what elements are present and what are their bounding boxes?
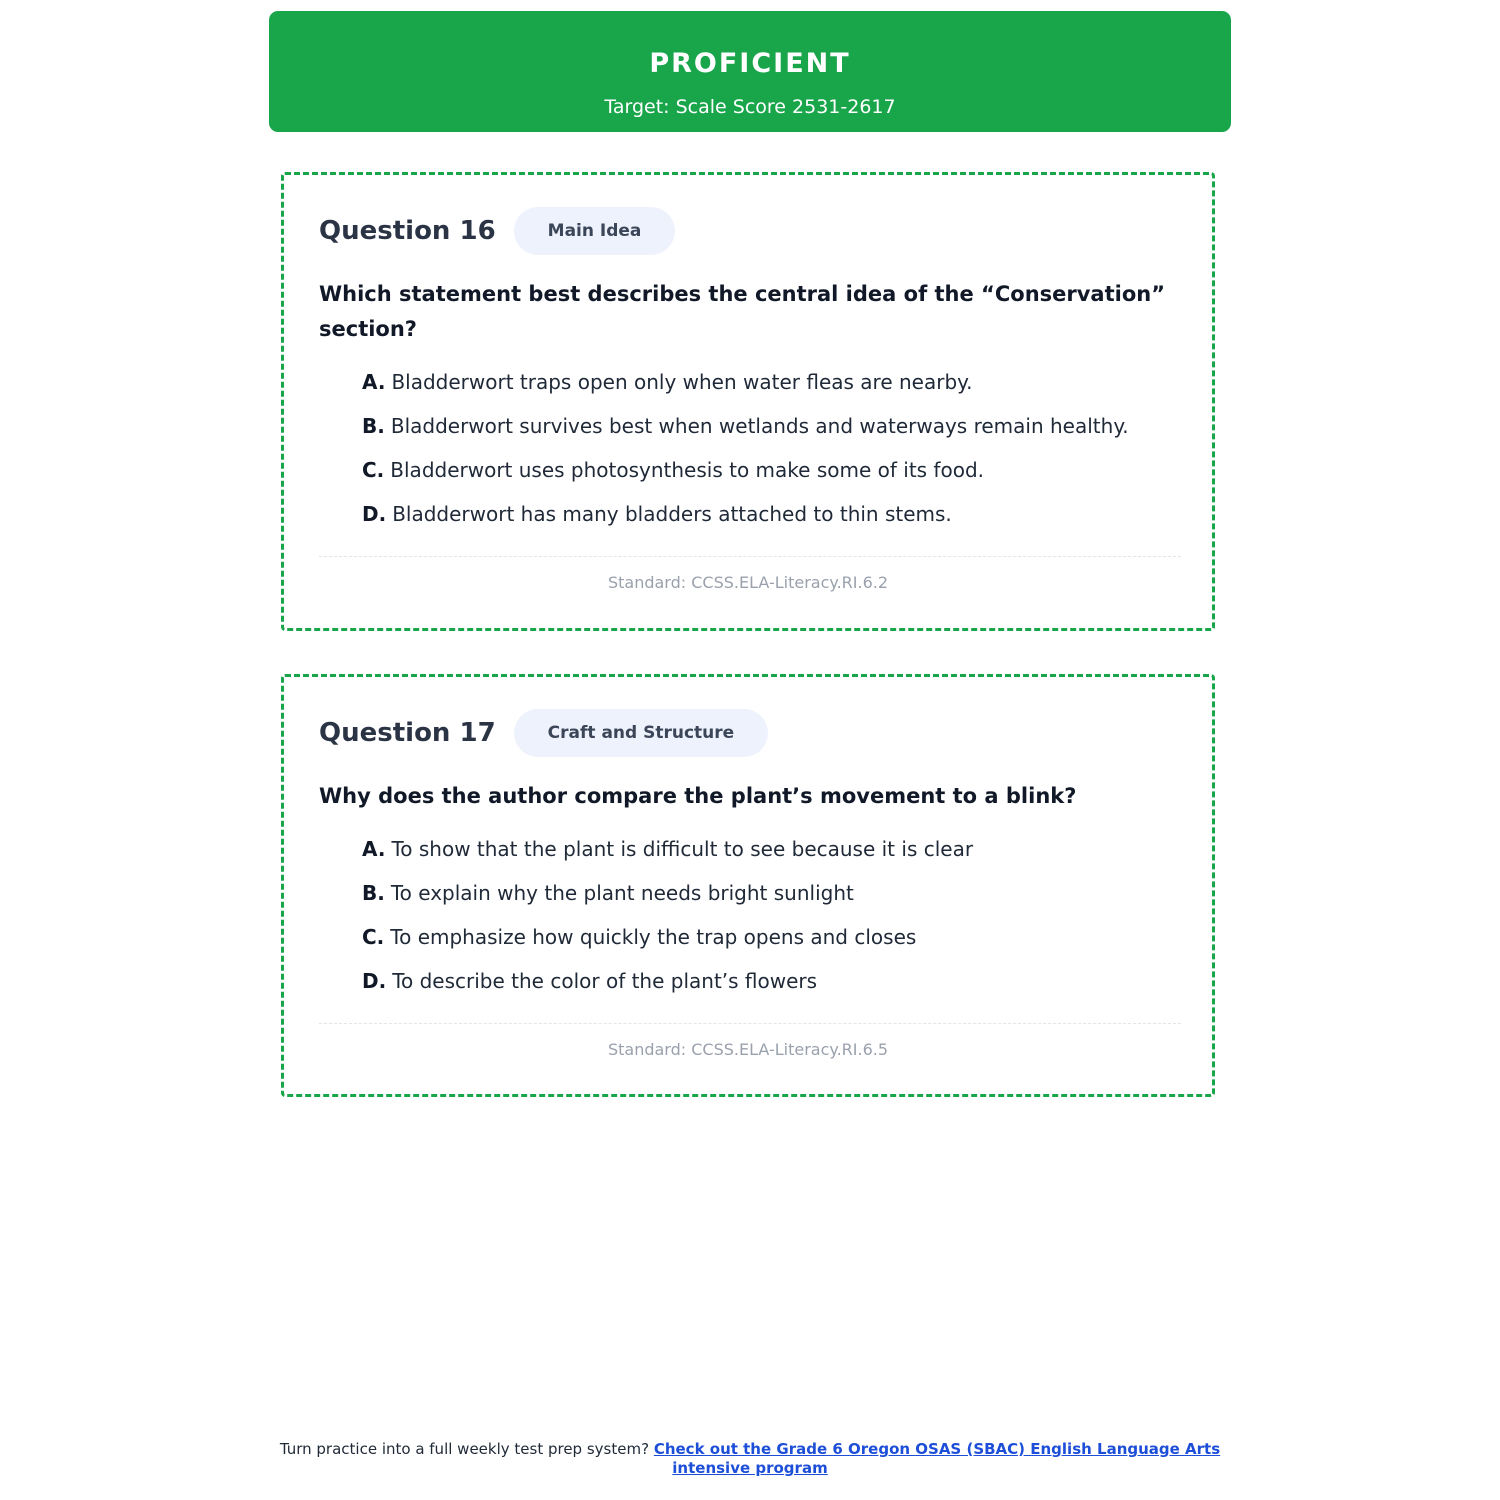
- divider: [319, 556, 1181, 557]
- option-text: Bladderwort uses photosynthesis to make some of its food.: [390, 458, 985, 482]
- option-text: Bladderwort survives best when wetlands and waterways remain healthy.: [390, 414, 1129, 438]
- option-text: To emphasize how quickly the trap opens and closes: [390, 925, 917, 949]
- divider: [319, 1023, 1181, 1024]
- question-header: [319, 207, 675, 255]
- option-letter: A.: [362, 370, 386, 394]
- answer-option-c[interactable]: [362, 915, 973, 959]
- option-text: To explain why the plant needs bright sunlight: [390, 881, 854, 905]
- footer-text: Turn practice into a full weekly test prep system?: [279, 1440, 654, 1458]
- option-letter: C.: [362, 925, 385, 949]
- option-letter: D.: [362, 502, 387, 526]
- answer-option-d[interactable]: [362, 959, 973, 1003]
- answer-option-a[interactable]: [362, 827, 973, 871]
- program-link[interactable]: Check out the Grade 6 Oregon OSAS (SBAC) English Language Arts intensive program: [653, 1440, 1221, 1477]
- option-text: Bladderwort has many bladders attached to thin stems.: [392, 502, 952, 526]
- question-number: Question 16: [319, 216, 496, 246]
- answer-option-b[interactable]: [362, 404, 1129, 448]
- option-letter: A.: [362, 837, 386, 861]
- question-number: Question 17: [319, 718, 496, 748]
- answer-options: [362, 827, 973, 1003]
- answer-options: [362, 360, 1129, 536]
- banner-subtitle: Target: Scale Score 2531-2617: [604, 96, 896, 118]
- standard-label: Standard: CCSS.ELA-Literacy.RI.6.2: [607, 573, 889, 592]
- option-text: To describe the color of the plant’s flowers: [392, 969, 818, 993]
- question-card-16: [281, 172, 1215, 631]
- answer-option-a[interactable]: [362, 360, 1129, 404]
- answer-option-c[interactable]: [362, 448, 1129, 492]
- option-letter: D.: [362, 969, 387, 993]
- option-text: Bladderwort traps open only when water fleas are nearby.: [391, 370, 973, 394]
- question-card-17: [281, 674, 1215, 1097]
- option-text: To show that the plant is difficult to see because it is clear: [391, 837, 974, 861]
- question-header: [319, 709, 768, 757]
- question-text: Which statement best describes the central idea of the “Conservation” section?: [319, 282, 1166, 341]
- answer-option-d[interactable]: [362, 492, 1129, 536]
- proficiency-banner: [269, 11, 1231, 132]
- answer-option-b[interactable]: [362, 871, 973, 915]
- question-category-tag: Main Idea: [514, 207, 676, 255]
- question-category-tag: Craft and Structure: [514, 709, 769, 757]
- option-letter: B.: [362, 414, 385, 438]
- banner-title: PROFICIENT: [649, 48, 851, 79]
- footer-promo: [260, 1440, 1240, 1478]
- option-letter: B.: [362, 881, 385, 905]
- option-letter: C.: [362, 458, 385, 482]
- standard-label: Standard: CCSS.ELA-Literacy.RI.6.5: [607, 1040, 889, 1059]
- question-text: Why does the author compare the plant’s movement to a blink?: [319, 784, 1077, 808]
